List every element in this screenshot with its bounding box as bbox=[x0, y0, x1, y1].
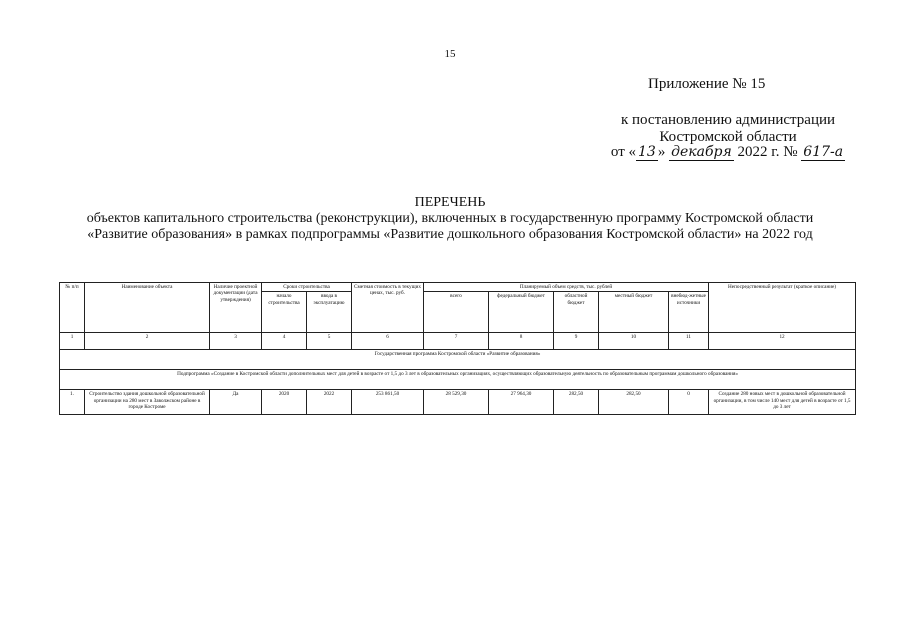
date-prefix: от « bbox=[610, 144, 637, 160]
row-docs: Да bbox=[210, 390, 262, 415]
column-number: 4 bbox=[262, 333, 307, 350]
column-number: 1 bbox=[60, 333, 85, 350]
column-number: 12 bbox=[709, 333, 856, 350]
table-header-row-1 bbox=[60, 283, 856, 292]
document-number-handwritten: 617-а bbox=[803, 144, 844, 160]
column-number: 8 bbox=[489, 333, 554, 350]
appendix-line-1: к постановлению администрации bbox=[620, 112, 836, 128]
subprogram-title: Подпрограмма «Создание в Костромской области дополнительных мест для детей в возрасте от 1,5 до 3 лет в образовательных организациях, осуществляющих образовательную деятельность по образовательным программам дошкольного образования» bbox=[60, 370, 856, 390]
column-number: 10 bbox=[599, 333, 669, 350]
row-end: 2022 bbox=[307, 390, 352, 415]
header-term-end: ввода в эксплуатацию bbox=[307, 292, 352, 333]
program-title: Государственная программа Костромской области «Развитие образования» bbox=[60, 350, 856, 370]
header-docs: Наличие проектной документации (дата утверждения) bbox=[210, 283, 262, 333]
column-numbers-row bbox=[60, 333, 856, 350]
column-number: 3 bbox=[210, 333, 262, 350]
column-number: 6 bbox=[352, 333, 424, 350]
date-mid: » bbox=[657, 144, 666, 160]
document-subtitle: объектов капитального строительства (реконструкции), включенных в государственную программу Костромской области «Развитие образования» в рамках подпрограммы «Развитие дошкольного образования Костромской области» на 2022 год bbox=[86, 211, 814, 242]
row-total: 28 529,30 bbox=[424, 390, 489, 415]
header-cost: Сметная стоимость в текущих ценах, тыс. руб. bbox=[352, 283, 424, 333]
header-extra: внебюд-жетные источники bbox=[669, 292, 709, 333]
table-row bbox=[60, 390, 856, 415]
row-name: Строительство здания дошкольной образовательной организации на 280 мест в Заволжском районе в городе Костроме bbox=[85, 390, 210, 415]
date-month-handwritten: декабря bbox=[671, 144, 732, 160]
date-day-handwritten: 13 bbox=[638, 144, 656, 160]
header-regional: областной бюджет bbox=[554, 292, 599, 333]
program-row bbox=[60, 350, 856, 370]
header-local: местный бюджет bbox=[599, 292, 669, 333]
header-result: Непосредственный результат (краткое описание) bbox=[709, 283, 856, 333]
subprogram-row bbox=[60, 370, 856, 390]
column-number: 7 bbox=[424, 333, 489, 350]
header-funding: Планируемый объем средств, тыс. рублей bbox=[424, 283, 709, 292]
row-local: 282,50 bbox=[599, 390, 669, 415]
column-number: 9 bbox=[554, 333, 599, 350]
header-federal: федеральный бюджет bbox=[489, 292, 554, 333]
page-number: 15 bbox=[444, 48, 456, 60]
row-start: 2020 bbox=[262, 390, 307, 415]
header-total: всего bbox=[424, 292, 489, 333]
column-number: 11 bbox=[669, 333, 709, 350]
header-terms: Сроки строительства bbox=[262, 283, 352, 292]
row-extra: 0 bbox=[669, 390, 709, 415]
row-result: Создание 280 новых мест в дошкольной образовательной организации, в том числе 140 мест для детей в возрасте от 1,5 до 3 лет bbox=[709, 390, 856, 415]
row-cost: 253 861,50 bbox=[352, 390, 424, 415]
objects-table bbox=[59, 282, 856, 415]
header-term-start: начало строительства bbox=[262, 292, 307, 333]
row-regional: 282,50 bbox=[554, 390, 599, 415]
column-number: 2 bbox=[85, 333, 210, 350]
header-name: Наименование объекта bbox=[85, 283, 210, 333]
document-title: ПЕРЕЧЕНЬ bbox=[414, 195, 486, 210]
appendix-line-2: Костромской области bbox=[659, 129, 797, 145]
appendix-date-line bbox=[598, 143, 858, 161]
row-federal: 27 964,30 bbox=[489, 390, 554, 415]
header-num: № п/п bbox=[60, 283, 85, 333]
date-year: 2022 г. № bbox=[737, 144, 798, 160]
row-num: 1. bbox=[60, 390, 85, 415]
column-number: 5 bbox=[307, 333, 352, 350]
appendix-title: Приложение № 15 bbox=[648, 76, 766, 92]
